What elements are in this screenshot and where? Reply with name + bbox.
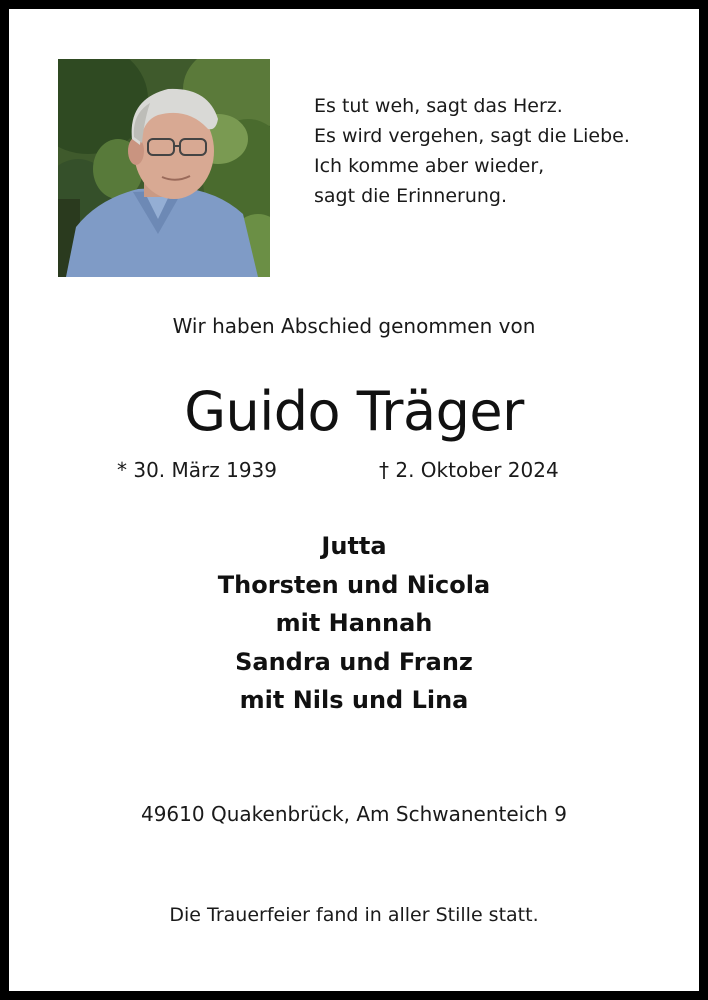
family-line: mit Hannah: [275, 609, 433, 637]
poem-line: Es wird vergehen, sagt die Liebe.: [314, 125, 630, 147]
birth-date: * 30. März 1939: [117, 458, 278, 482]
poem-line: Ich komme aber wieder,: [314, 155, 545, 177]
deceased-name: Guido Träger: [184, 380, 524, 443]
portrait-photo: [58, 59, 270, 277]
address: 49610 Quakenbrück, Am Schwanenteich 9: [140, 802, 567, 826]
family-list: [9, 527, 699, 720]
poem-line: Es tut weh, sagt das Herz.: [314, 95, 563, 117]
poem-line: sagt die Erinnerung.: [314, 185, 508, 207]
family-line: Sandra und Franz: [235, 647, 473, 676]
funeral-notice: Die Trauerfeier fand in aller Stille statt.: [169, 904, 539, 926]
obituary-card: [9, 9, 699, 991]
intro-text: Wir haben Abschied genommen von: [172, 314, 536, 338]
family-line: mit Nils und Lina: [239, 686, 469, 714]
poem: [314, 91, 630, 211]
family-line: Thorsten und Nicola: [217, 570, 491, 599]
family-line: Jutta: [321, 532, 387, 560]
death-date: † 2. Oktober 2024: [379, 458, 559, 482]
